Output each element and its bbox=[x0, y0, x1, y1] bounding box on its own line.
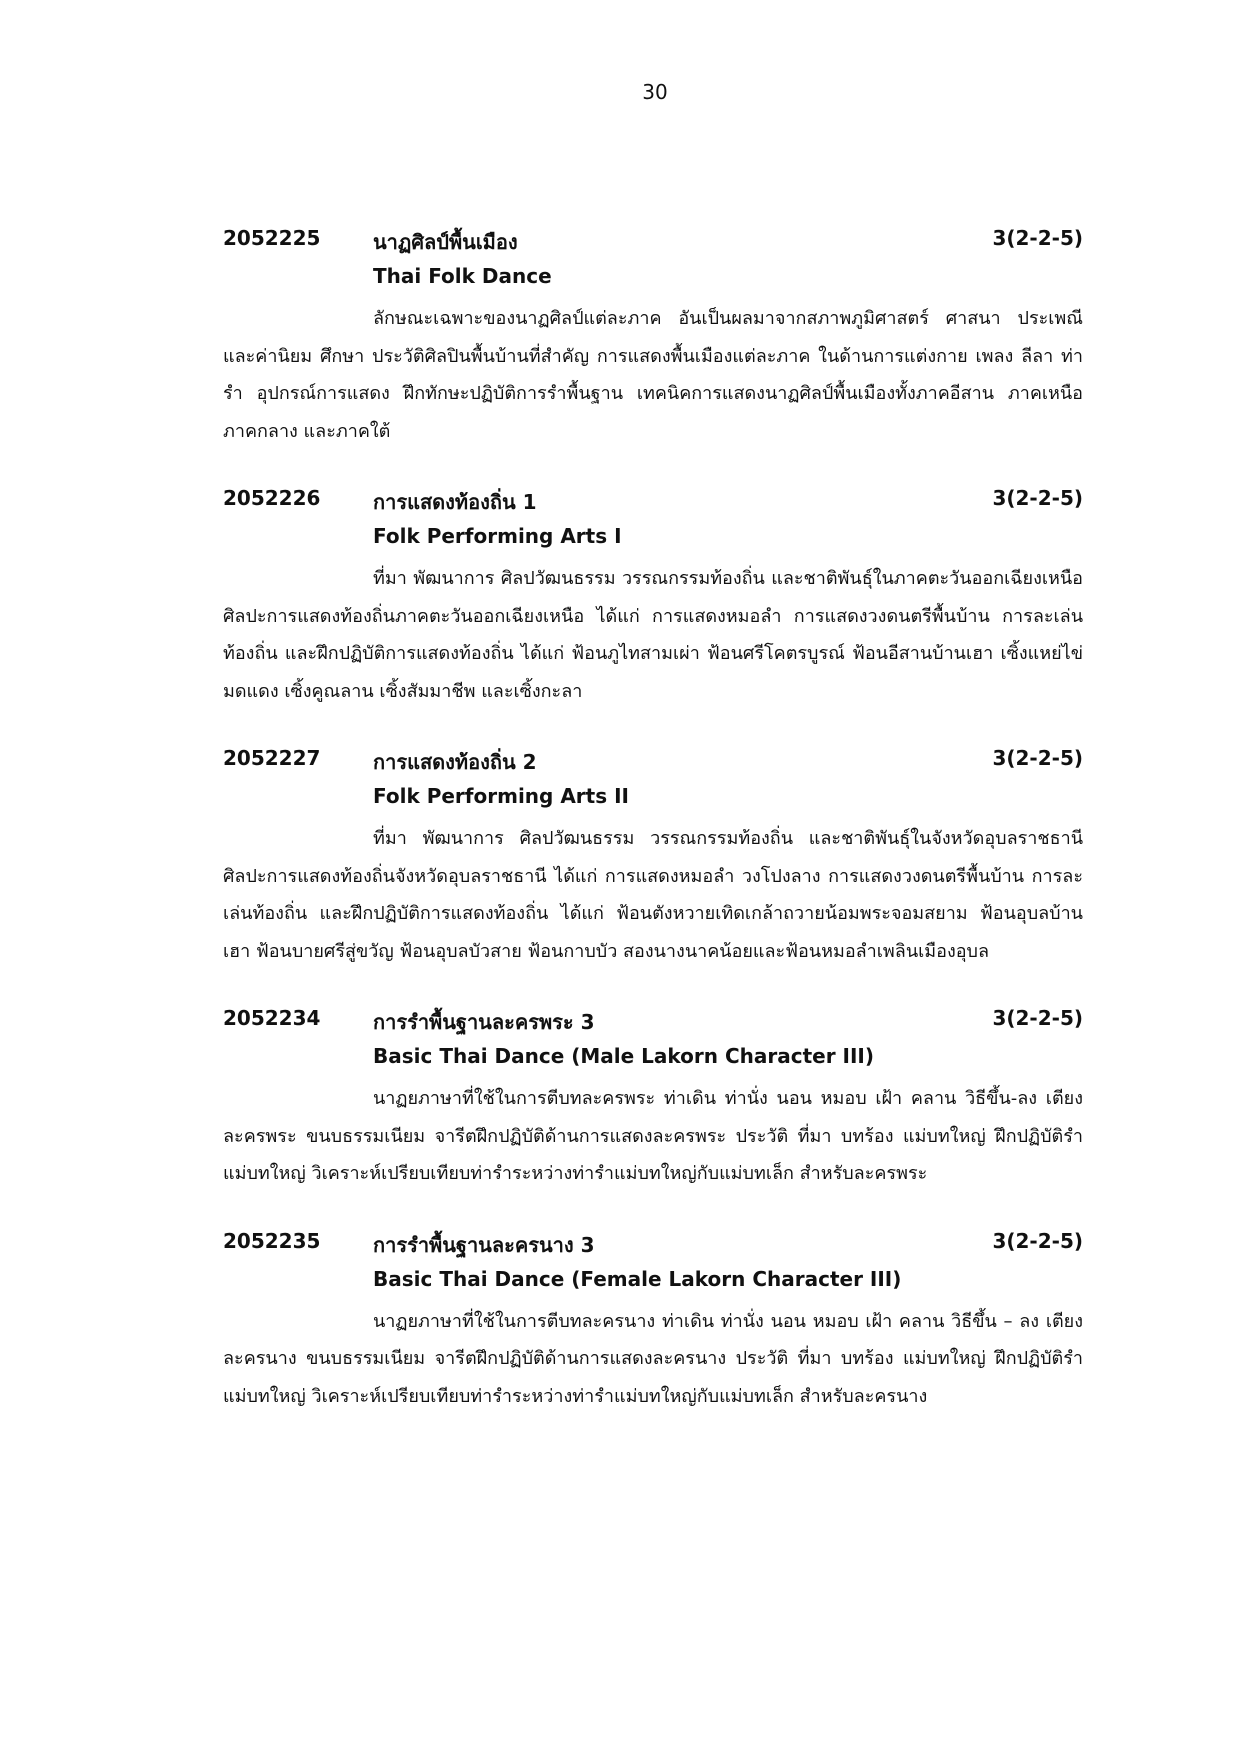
course-credits: 3(2-2-5) bbox=[992, 746, 1083, 770]
course-entry bbox=[223, 226, 1083, 450]
course-code: 2052235 bbox=[223, 1228, 321, 1253]
course-entry bbox=[223, 1229, 1083, 1416]
course-description: นาฏยภาษาที่ใช้ในการตีบทละครนาง ท่าเดิน ท่านั่ง นอน หมอบ เฝ้า คลาน วิธีขึ้น – ลง เตียงละครนาง ขนบธรรมเนียม จารีตฝึกปฏิบัติด้านการแสดงละครนาง ประวัติ ที่มา บทร้อง แม่บทใหญ่ ฝึกปฏิบัติรำแม่บทใหญ่ วิเคราะห์เปรียบเทียบท่ารำระหว่างท่ารำแม่บทใหญ่กับแม่บทเล็ก สำหรับละครนาง bbox=[223, 1310, 1083, 1407]
course-title-english: Basic Thai Dance (Male Lakorn Character III) bbox=[373, 1044, 875, 1068]
course-credits: 3(2-2-5) bbox=[992, 486, 1083, 510]
course-credits: 3(2-2-5) bbox=[992, 1228, 1083, 1253]
course-entry bbox=[223, 486, 1083, 710]
course-title-thai: การแสดงท้องถิ่น 1 bbox=[373, 490, 537, 514]
course-title-english: Thai Folk Dance bbox=[373, 264, 552, 288]
course-header bbox=[223, 746, 1083, 784]
course-code: 2052227 bbox=[223, 746, 321, 770]
course-description: ลักษณะเฉพาะของนาฏศิลป์แต่ละภาค อันเป็นผลมาจากสภาพภูมิศาสตร์ ศาสนา ประเพณี และค่านิยม ศึกษา ประวัติศิลปินพื้นบ้านที่สำคัญ การแสดงพื้นเมืองแต่ละภาค ในด้านการแต่งกาย เพลง ลีลา ท่ารำ อุปกรณ์การแสดง ฝึกทักษะปฏิบัติการรำพื้นฐาน เทคนิคการแสดงนาฏศิลป์พื้นเมืองทั้งภาคอีสาน ภาคเหนือ ภาคกลาง และภาคใต้ bbox=[223, 308, 1083, 442]
course-entry bbox=[223, 746, 1083, 970]
page-number: 30 bbox=[642, 80, 668, 104]
course-title-thai: การรำพื้นฐานละครพระ 3 bbox=[373, 1010, 595, 1034]
course-header bbox=[223, 226, 1083, 264]
course-header bbox=[223, 1006, 1083, 1044]
course-description: ที่มา พัฒนาการ ศิลปวัฒนธรรม วรรณกรรมท้องถิ่น และชาติพันธุ์ในภาคตะวันออกเฉียงเหนือ ศิลปะการแสดงท้องถิ่นภาคตะวันออกเฉียงเหนือ ได้แก่ การแสดงหมอลำ การแสดงวงดนตรีพื้นบ้าน การละเล่นท้องถิ่น และฝึกปฏิบัติการแสดงท้องถิ่น ได้แก่ ฟ้อนภูไทสามเผ่า ฟ้อนศรีโคตรบูรณ์ ฟ้อนอีสานบ้านเฮา เซิ้งแหย่ไข่มดแดง เซิ้งคูณลาน เซิ้งสัมมาชีพ และเซิ้งกะลา bbox=[223, 568, 1083, 702]
course-description: ที่มา พัฒนาการ ศิลปวัฒนธรรม วรรณกรรมท้องถิ่น และชาติพันธุ์ในจังหวัดอุบลราชธานี ศิลปะการแสดงท้องถิ่นจังหวัดอุบลราชธานี ได้แก่ การแสดงหมอลำ วงโปงลาง การแสดงวงดนตรีพื้นบ้าน การละเล่นท้องถิ่น และฝึกปฏิบัติการแสดงท้องถิ่น ได้แก่ ฟ้อนตังหวายเทิดเกล้าถวายน้อมพระจอมสยาม ฟ้อนอุบลบ้านเฮา ฟ้อนบายศรีสู่ขวัญ ฟ้อนอุบลบัวสาย ฟ้อนกาบบัว สองนางนาคน้อยและฟ้อนหมอลำเพลินเมืองอุบล bbox=[223, 828, 1083, 962]
course-header bbox=[223, 486, 1083, 524]
course-code: 2052225 bbox=[223, 226, 321, 250]
course-title-english: Folk Performing Arts I bbox=[373, 524, 622, 548]
course-title-thai: นาฏศิลป์พื้นเมือง bbox=[373, 230, 518, 254]
course-credits: 3(2-2-5) bbox=[992, 226, 1083, 250]
course-code: 2052234 bbox=[223, 1006, 321, 1030]
course-list bbox=[223, 226, 1083, 1415]
course-title-english: Basic Thai Dance (Female Lakorn Character III) bbox=[373, 1266, 902, 1291]
course-entry bbox=[223, 1006, 1083, 1193]
course-code: 2052226 bbox=[223, 486, 321, 510]
course-header bbox=[223, 1229, 1083, 1267]
course-credits: 3(2-2-5) bbox=[992, 1006, 1083, 1030]
course-title-thai: การรำพื้นฐานละครนาง 3 bbox=[373, 1232, 595, 1257]
course-title-thai: การแสดงท้องถิ่น 2 bbox=[373, 750, 537, 774]
course-description: นาฏยภาษาที่ใช้ในการตีบทละครพระ ท่าเดิน ท่านั่ง นอน หมอบ เฝ้า คลาน วิธีขึ้น-ลง เตียงละครพระ ขนบธรรมเนียม จารีตฝึกปฏิบัติด้านการแสดงละครพระ ประวัติ ที่มา บทร้อง แม่บทใหญ่ ฝึกปฏิบัติรำแม่บทใหญ่ วิเคราะห์เปรียบเทียบท่ารำระหว่างท่ารำแม่บทใหญ่กับแม่บทเล็ก สำหรับละครพระ bbox=[223, 1088, 1083, 1184]
course-title-english: Folk Performing Arts II bbox=[373, 784, 629, 808]
